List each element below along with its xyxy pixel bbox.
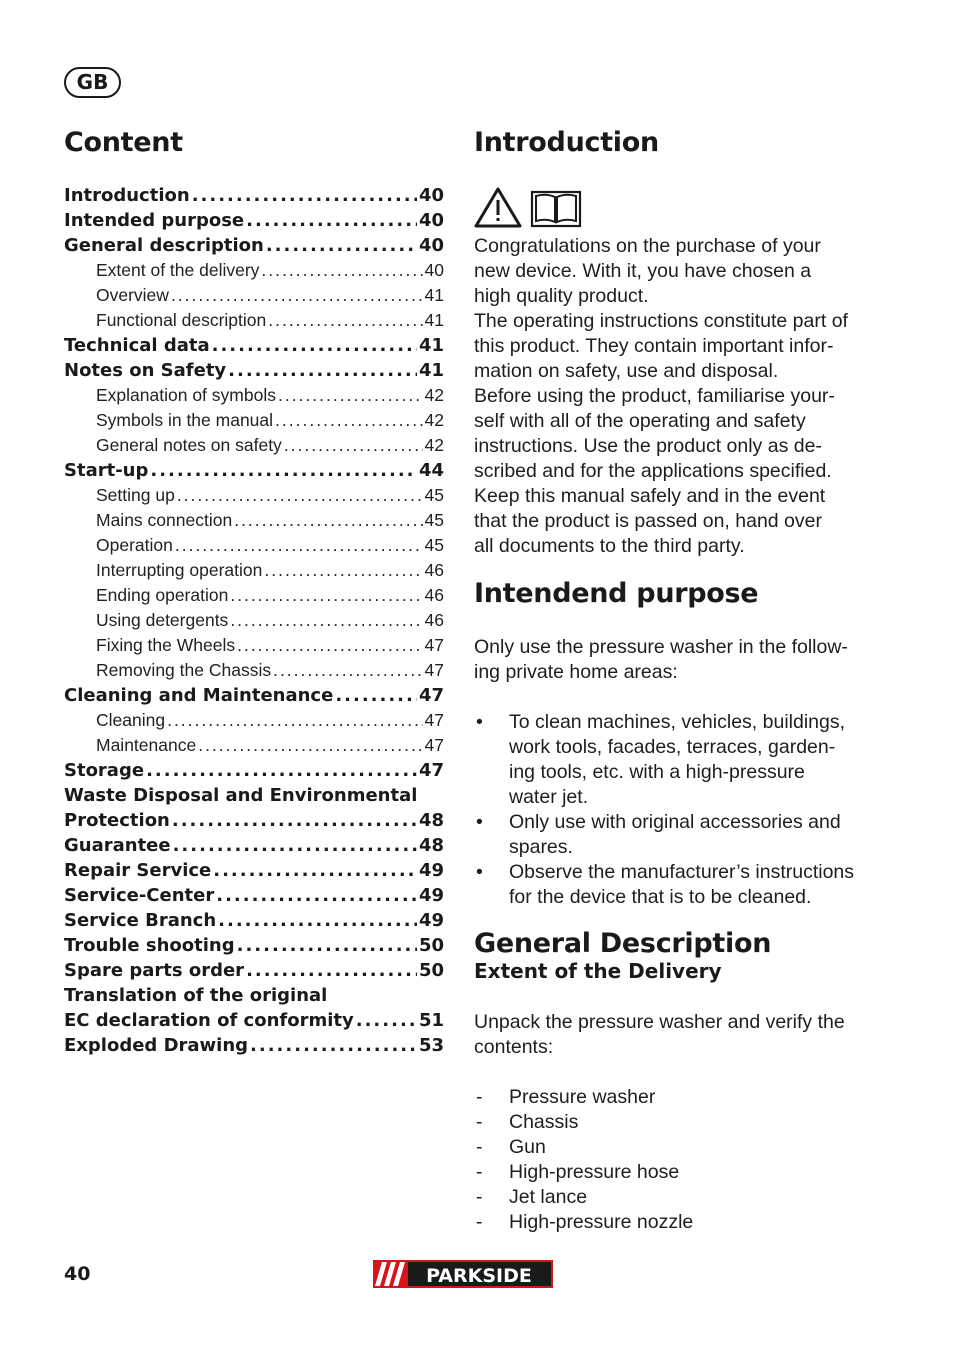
- intended-purpose-heading: Intendend purpose: [474, 578, 759, 609]
- toc-entry-page: 47: [424, 710, 444, 730]
- text-line: ing tools, etc. with a high-pressure: [509, 761, 805, 783]
- toc-entry: [64, 283, 444, 308]
- toc-leader-dots: [237, 933, 417, 958]
- toc-entry-label: Protection: [64, 810, 170, 831]
- toc-entry-page: 50: [418, 935, 444, 956]
- toc-entry-label: Intended purpose: [64, 210, 245, 231]
- toc-entry: [64, 1008, 444, 1033]
- toc-leader-dots: [273, 658, 422, 683]
- toc-entry-page: 53: [418, 1035, 444, 1056]
- toc-entry-page: 41: [418, 335, 444, 356]
- table-of-contents: [64, 183, 444, 1058]
- toc-entry-label: Overview: [96, 285, 169, 305]
- list-item: [474, 860, 874, 910]
- text-line: contents:: [474, 1036, 554, 1058]
- toc-entry: [64, 233, 444, 258]
- toc-entry: [64, 958, 444, 983]
- toc-entry: [64, 558, 444, 583]
- list-item-text: High-pressure nozzle: [509, 1211, 694, 1233]
- toc-entry-page: 42: [424, 435, 444, 455]
- list-item: [474, 1160, 874, 1185]
- toc-entry-label: Fixing the Wheels: [96, 635, 236, 655]
- list-item-text: Chassis: [509, 1111, 579, 1133]
- text-line: The operating instructions constitute part of: [474, 310, 848, 332]
- toc-entry: [64, 608, 444, 633]
- toc-entry-page: 40: [424, 260, 444, 280]
- toc-entry-label: Guarantee: [64, 835, 171, 856]
- toc-entry-label: Technical data: [64, 335, 210, 356]
- text-line: new device. With it, you have chosen a: [474, 260, 812, 282]
- toc-entry: [64, 508, 444, 533]
- text-line: scribed and for the applications specified.: [474, 460, 832, 482]
- extent-of-delivery-subheading: Extent of the Delivery: [474, 959, 722, 983]
- text-line: high quality product.: [474, 285, 649, 307]
- toc-leader-dots: [234, 508, 422, 533]
- toc-leader-dots: [177, 483, 423, 508]
- dash-mark: -: [476, 1211, 483, 1233]
- toc-entry-label: Cleaning: [96, 710, 166, 730]
- toc-entry-page: 41: [424, 310, 444, 330]
- toc-leader-dots: [150, 458, 417, 483]
- toc-leader-dots: [246, 958, 417, 983]
- toc-entry-label: Exploded Drawing: [64, 1035, 249, 1056]
- manual-book-icon: [532, 192, 580, 226]
- general-description-heading: General Description: [474, 928, 772, 959]
- text-line: that the product is passed on, hand over: [474, 510, 822, 532]
- dash-mark: -: [476, 1136, 483, 1158]
- toc-leader-dots: [173, 833, 417, 858]
- toc-entry-page: 47: [418, 760, 444, 781]
- list-item-text: High-pressure hose: [509, 1161, 680, 1183]
- toc-entry: [64, 308, 444, 333]
- list-item-text: Jet lance: [509, 1186, 588, 1208]
- text-line: Observe the manufacturer’s instructions: [509, 861, 855, 883]
- text-line: Unpack the pressure washer and verify the: [474, 1011, 845, 1033]
- toc-entry-label: Functional description: [96, 310, 267, 330]
- toc-entry-label: Maintenance: [96, 735, 197, 755]
- toc-leader-dots: [213, 858, 417, 883]
- toc-entry-page: 44: [418, 460, 444, 481]
- toc-leader-dots: [218, 908, 417, 933]
- toc-entry-page: 45: [424, 535, 444, 555]
- toc-entry: [64, 858, 444, 883]
- dash-mark: -: [476, 1086, 483, 1108]
- toc-entry: [64, 733, 444, 758]
- toc-entry-label: Symbols in the manual: [96, 410, 274, 430]
- logo-text: PARKSIDE: [426, 1265, 532, 1287]
- toc-entry-page: 47: [418, 685, 444, 706]
- toc-leader-dots: [268, 308, 422, 333]
- toc-entry: [64, 358, 444, 383]
- toc-entry: [64, 383, 444, 408]
- toc-entry-label: Repair Service: [64, 860, 212, 881]
- toc-entry: [64, 408, 444, 433]
- toc-entry-label: Removing the Chassis: [96, 660, 272, 680]
- toc-entry-page: 45: [424, 485, 444, 505]
- toc-entry: [64, 258, 444, 283]
- text-line: spares.: [509, 836, 573, 858]
- introduction-heading: Introduction: [474, 127, 659, 158]
- toc-entry: [64, 658, 444, 683]
- toc-entry: [64, 458, 444, 483]
- toc-entry-page: 40: [418, 235, 444, 256]
- toc-entry-page: 47: [424, 660, 444, 680]
- intended-purpose-intro: [474, 635, 884, 685]
- toc-leader-dots: [250, 1033, 417, 1058]
- toc-entry-page: 49: [418, 860, 444, 881]
- text-line: Keep this manual safely and in the event: [474, 485, 826, 507]
- text-line: Congratulations on the purchase of your: [474, 235, 821, 257]
- toc-entry-page: 50: [418, 960, 444, 981]
- toc-entry: [64, 333, 444, 358]
- toc-entry: [64, 983, 444, 1008]
- toc-entry: [64, 1033, 444, 1058]
- bullet-mark: •: [476, 861, 483, 883]
- toc-leader-dots: [246, 208, 417, 233]
- toc-leader-dots: [230, 583, 422, 608]
- toc-entry: [64, 758, 444, 783]
- toc-entry: [64, 683, 444, 708]
- toc-leader-dots: [192, 183, 417, 208]
- list-item: [474, 1110, 874, 1135]
- toc-entry-label: Introduction: [64, 185, 190, 206]
- toc-leader-dots: [230, 608, 422, 633]
- text-line: Only use with original accessories and: [509, 811, 841, 833]
- toc-entry-page: 42: [424, 410, 444, 430]
- toc-entry-label: Translation of the original: [64, 985, 328, 1006]
- delivery-items-list: [474, 1085, 874, 1235]
- toc-entry: [64, 908, 444, 933]
- dash-mark: -: [476, 1111, 483, 1133]
- toc-entry-label: Service Branch: [64, 910, 217, 931]
- toc-entry-page: 45: [424, 510, 444, 530]
- text-line: ing private home areas:: [474, 661, 678, 683]
- toc-entry: [64, 783, 444, 808]
- list-item: [474, 810, 874, 860]
- list-item: [474, 1135, 874, 1160]
- dash-mark: -: [476, 1161, 483, 1183]
- text-line: mation on safety, use and disposal.: [474, 360, 779, 382]
- bullet-mark: •: [476, 711, 483, 733]
- toc-leader-dots: [278, 383, 423, 408]
- toc-entry: [64, 883, 444, 908]
- text-line: for the device that is to be cleaned.: [509, 886, 812, 908]
- toc-entry-page: 47: [424, 735, 444, 755]
- toc-entry-page: 42: [424, 385, 444, 405]
- toc-leader-dots: [261, 258, 422, 283]
- toc-entry-label: Storage: [64, 760, 145, 781]
- list-item: [474, 1185, 874, 1210]
- text-line: To clean machines, vehicles, buildings,: [509, 711, 846, 733]
- toc-entry: [64, 633, 444, 658]
- page-number: 40: [64, 1263, 91, 1285]
- toc-leader-dots: [335, 683, 417, 708]
- list-item: [474, 710, 874, 810]
- content-heading: Content: [64, 127, 183, 158]
- intended-purpose-list: [474, 710, 874, 910]
- language-badge: GB: [64, 67, 121, 98]
- list-item-text: Gun: [509, 1136, 546, 1158]
- toc-entry: [64, 933, 444, 958]
- toc-entry-page: 46: [424, 610, 444, 630]
- text-line: Before using the product, familiarise your-: [474, 385, 835, 407]
- toc-entry-label: Spare parts order: [64, 960, 245, 981]
- toc-entry-label: General description: [64, 235, 264, 256]
- toc-entry: [64, 708, 444, 733]
- toc-entry-page: 51: [418, 1010, 444, 1031]
- toc-leader-dots: [237, 633, 422, 658]
- toc-entry-page: 46: [424, 560, 444, 580]
- list-item: [474, 1085, 874, 1110]
- list-item-text: Pressure washer: [509, 1086, 656, 1108]
- toc-leader-dots: [175, 533, 423, 558]
- toc-leader-dots: [228, 358, 417, 383]
- toc-leader-dots: [275, 408, 422, 433]
- toc-entry: [64, 433, 444, 458]
- parkside-logo: [373, 1260, 553, 1288]
- warning-triangle-icon: [474, 186, 584, 228]
- toc-entry-label: EC declaration of conformity: [64, 1010, 354, 1031]
- introduction-text: [474, 234, 884, 559]
- toc-entry-label: Extent of the delivery: [96, 260, 260, 280]
- toc-entry-label: Ending operation: [96, 585, 229, 605]
- introduction-icons: [474, 186, 584, 228]
- toc-entry-page: 48: [418, 810, 444, 831]
- toc-entry: [64, 808, 444, 833]
- toc-entry-label: Service-Center: [64, 885, 215, 906]
- general-description-intro: [474, 1010, 884, 1060]
- toc-entry-page: 41: [424, 285, 444, 305]
- bullet-mark: •: [476, 811, 483, 833]
- toc-leader-dots: [146, 758, 417, 783]
- toc-entry-page: 40: [418, 210, 444, 231]
- toc-entry: [64, 583, 444, 608]
- toc-entry-page: 49: [418, 910, 444, 931]
- text-line: instructions. Use the product only as de-: [474, 435, 822, 457]
- toc-leader-dots: [284, 433, 423, 458]
- toc-leader-dots: [198, 733, 422, 758]
- toc-entry: [64, 533, 444, 558]
- text-line: self with all of the operating and safety: [474, 410, 806, 432]
- toc-entry-label: Trouble shooting: [64, 935, 235, 956]
- toc-entry-label: General notes on safety: [96, 435, 282, 455]
- text-line: all documents to the third party.: [474, 535, 745, 557]
- text-line: this product. They contain important infor-: [474, 335, 834, 357]
- toc-entry: [64, 208, 444, 233]
- toc-entry-label: Start-up: [64, 460, 149, 481]
- toc-entry: [64, 483, 444, 508]
- toc-leader-dots: [216, 883, 417, 908]
- toc-entry-label: Operation: [96, 535, 173, 555]
- toc-leader-dots: [171, 283, 423, 308]
- toc-leader-dots: [356, 1008, 417, 1033]
- toc-entry-label: Waste Disposal and Environmental: [64, 785, 418, 806]
- toc-leader-dots: [212, 333, 417, 358]
- toc-entry-label: Using detergents: [96, 610, 229, 630]
- list-item: [474, 1210, 874, 1235]
- text-line: Only use the pressure washer in the follow-: [474, 636, 848, 658]
- toc-entry-label: Notes on Safety: [64, 360, 227, 381]
- toc-entry-page: 40: [418, 185, 444, 206]
- toc-entry-label: Mains connection: [96, 510, 233, 530]
- toc-entry: [64, 833, 444, 858]
- toc-leader-dots: [167, 708, 422, 733]
- text-line: work tools, facades, terraces, garden-: [509, 736, 836, 758]
- toc-entry-label: Setting up: [96, 485, 175, 505]
- toc-entry-page: 47: [424, 635, 444, 655]
- toc-entry-page: 46: [424, 585, 444, 605]
- toc-leader-dots: [172, 808, 417, 833]
- toc-entry: [64, 183, 444, 208]
- toc-entry-label: Interrupting operation: [96, 560, 263, 580]
- toc-entry-page: 41: [418, 360, 444, 381]
- text-line: water jet.: [509, 786, 589, 808]
- toc-entry-label: Explanation of symbols: [96, 385, 276, 405]
- dash-mark: -: [476, 1186, 483, 1208]
- toc-leader-dots: [264, 558, 422, 583]
- toc-entry-label: Cleaning and Maintenance: [64, 685, 334, 706]
- toc-leader-dots: [266, 233, 417, 258]
- toc-entry-page: 48: [418, 835, 444, 856]
- toc-entry-page: 49: [418, 885, 444, 906]
